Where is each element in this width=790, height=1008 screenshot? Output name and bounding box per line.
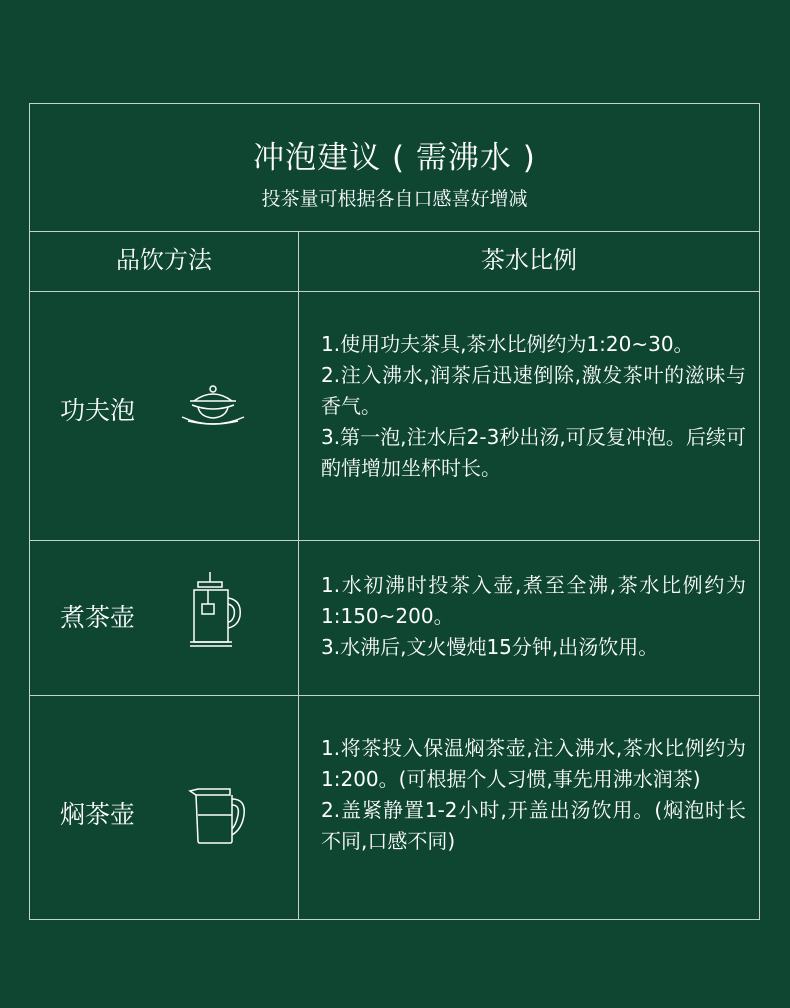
- table-row-gongfu: [30, 291, 759, 541]
- method-name: 煮茶壶: [60, 603, 136, 632]
- step-text: 1.将茶投入保温焖茶壶,注入沸水,茶水比例约为1:200。(可根据个人习惯,事先用沸水润茶): [321, 736, 746, 791]
- guide-subtitle: 投茶量可根据各自口感喜好增减: [261, 188, 528, 210]
- step-text: 2.注入沸水,润茶后迅速倒除,激发茶叶的滋味与香气。: [321, 363, 746, 418]
- steps-list: [321, 733, 746, 857]
- gaiwan-icon: [180, 383, 246, 435]
- column-header-method: 品饮方法: [116, 246, 212, 274]
- step-text: 3.第一泡,注水后2-3秒出汤,可反复冲泡。后续可酌情增加坐杯时长。: [321, 425, 746, 480]
- thermal-pot-icon: [186, 785, 250, 851]
- step-text: 3.水沸后,文火慢炖15分钟,出汤饮用。: [321, 635, 659, 659]
- brewing-guide-card: [29, 103, 760, 920]
- column-header-ratio: 茶水比例: [481, 246, 577, 274]
- table-row-thermal-pot: [30, 695, 759, 919]
- steps-list: [321, 570, 746, 663]
- guide-header: [30, 104, 759, 232]
- table-header-row: [30, 231, 759, 292]
- table-row-kettle: [30, 540, 759, 696]
- guide-title: 冲泡建议 ( 需沸水 ): [253, 140, 536, 176]
- tea-kettle-icon: [188, 570, 246, 654]
- step-text: 1.使用功夫茶具,茶水比例约为1:20~30。: [321, 332, 694, 356]
- step-text: 2.盖紧静置1-2小时,开盖出汤饮用。(焖泡时长不同,口感不同): [321, 798, 746, 853]
- method-name: 焖茶壶: [60, 800, 136, 829]
- step-text: 1.水初沸时投茶入壶,煮至全沸,茶水比例约为1:150~200。: [321, 573, 746, 628]
- method-name: 功夫泡: [60, 396, 136, 425]
- steps-list: [321, 329, 746, 484]
